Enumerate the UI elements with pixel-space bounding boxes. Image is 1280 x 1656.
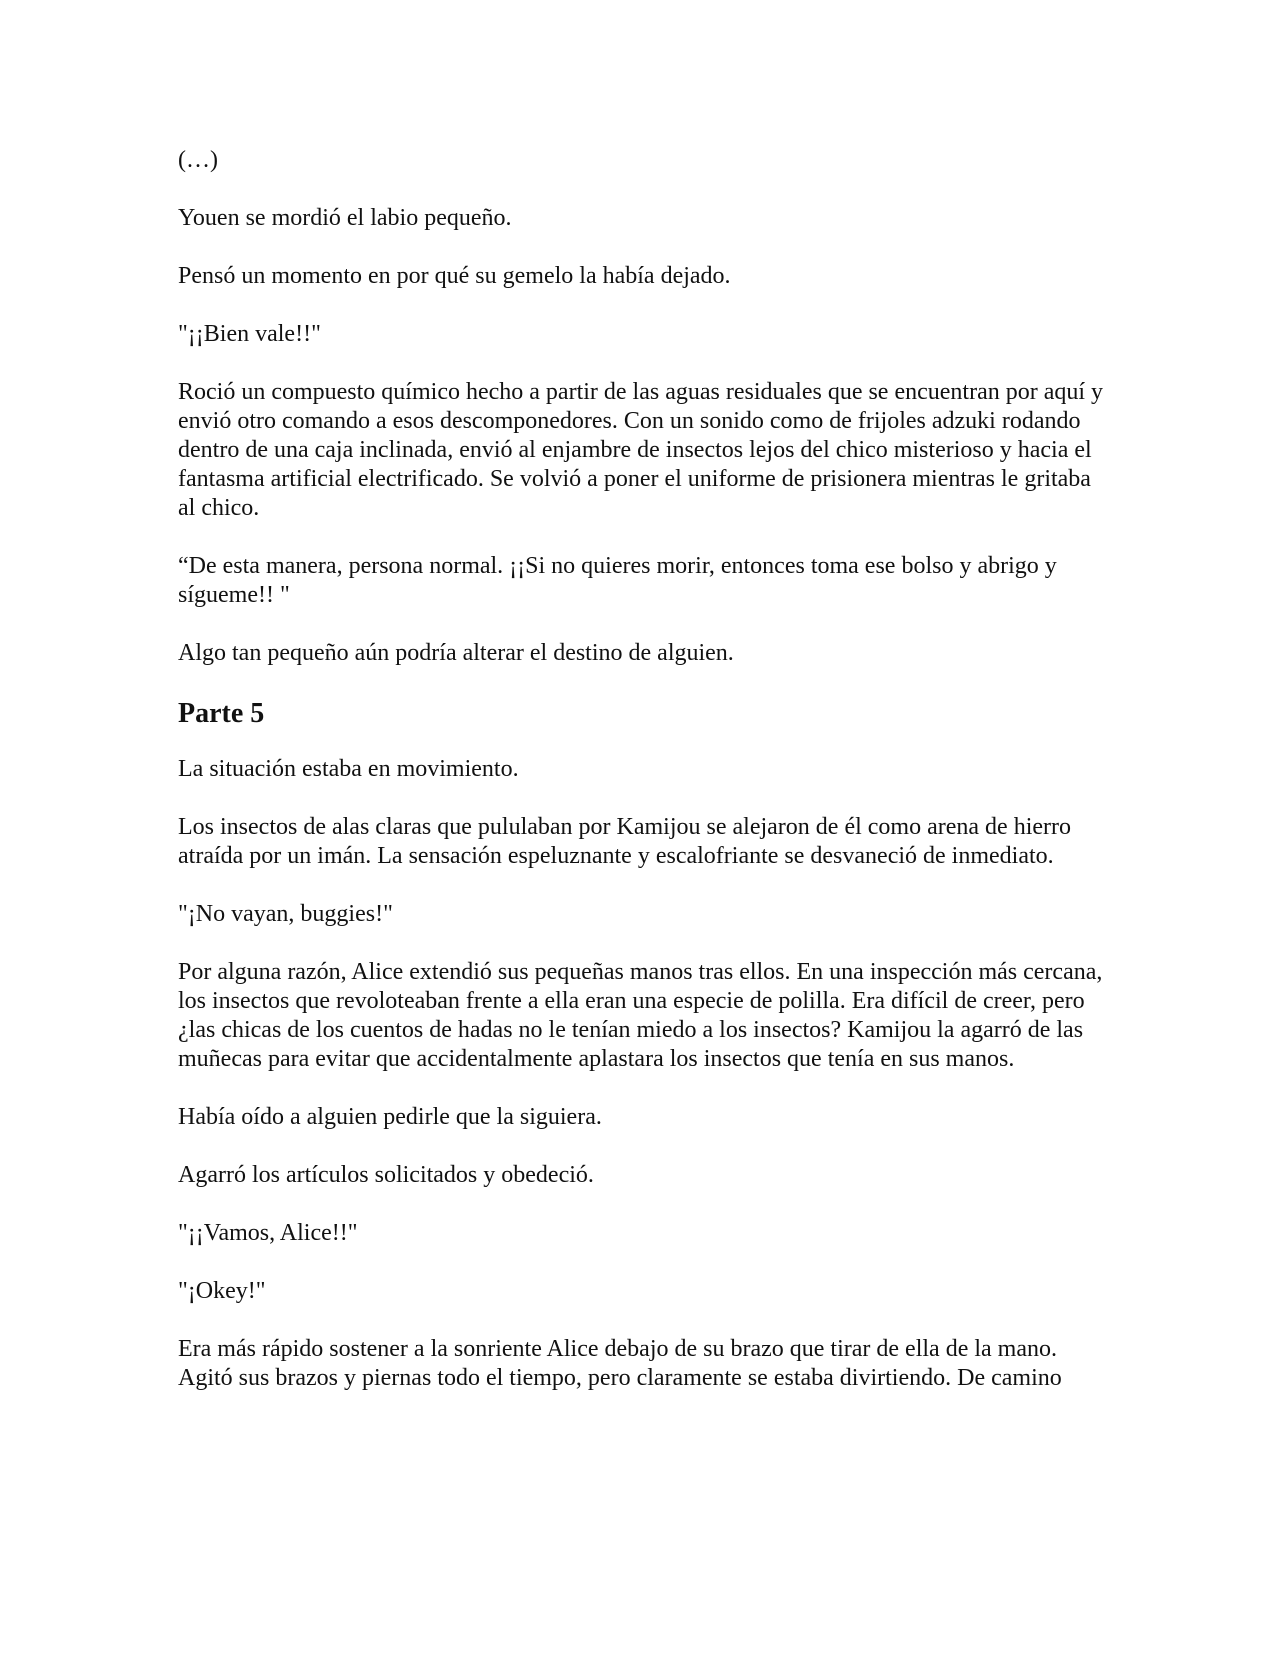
- paragraph-dialogue: “De esta manera, persona normal. ¡¡Si no quieres morir, entonces toma ese bolso y abrigo y sígueme!! ": [178, 553, 1057, 608]
- paragraph: Pensó un momento en por qué su gemelo la había dejado.: [178, 263, 731, 289]
- paragraph: Roció un compuesto químico hecho a partir de las aguas residuales que se encuentran por aquí y envió otro comando a esos descomponedores. Con un sonido como de frijoles adzuki rodando dentro de una caja inclinada, envió al enjambre de insectos lejos del chico misterioso y hacia el fantasma artificial electrificado. Se volvió a poner el uniforme de prisionera mientras le gritaba al chico.: [178, 379, 1104, 521]
- paragraph: Algo tan pequeño aún podría alterar el destino de alguien.: [178, 640, 734, 666]
- paragraph: Era más rápido sostener a la sonriente Alice debajo de su brazo que tirar de ella de la mano. Agitó sus brazos y piernas todo el tiempo, pero claramente se estaba divirtiendo. De camino: [178, 1336, 1062, 1391]
- paragraph: La situación estaba en movimiento.: [178, 756, 519, 782]
- paragraph-dialogue: "¡¡Bien vale!!": [178, 321, 321, 347]
- document-page: [178, 146, 1108, 1422]
- section-heading: Parte 5: [178, 698, 265, 729]
- paragraph-dialogue: "¡No vayan, buggies!": [178, 901, 393, 927]
- paragraph: Había oído a alguien pedirle que la siguiera.: [178, 1104, 602, 1130]
- paragraph: Youen se mordió el labio pequeño.: [178, 205, 512, 231]
- paragraph: Los insectos de alas claras que pululaban por Kamijou se alejaron de él como arena de hierro atraída por un imán. La sensación espeluznante y escalofriante se desvaneció de inmediato.: [178, 814, 1071, 869]
- paragraph-dialogue: "¡Okey!": [178, 1278, 266, 1304]
- paragraph: Agarró los artículos solicitados y obedeció.: [178, 1162, 594, 1188]
- paragraph: Por alguna razón, Alice extendió sus pequeñas manos tras ellos. En una inspección más cercana, los insectos que revoloteaban frente a ella eran una especie de polilla. Era difícil de creer, pero ¿las chicas de los cuentos de hadas no le tenían miedo a los insectos? Kamijou la agarró de las muñecas para evitar que accidentalmente aplastara los insectos que tenía en sus manos.: [178, 959, 1103, 1072]
- paragraph-ellipsis: (…): [178, 147, 218, 173]
- paragraph-dialogue: "¡¡Vamos, Alice!!": [178, 1220, 358, 1246]
